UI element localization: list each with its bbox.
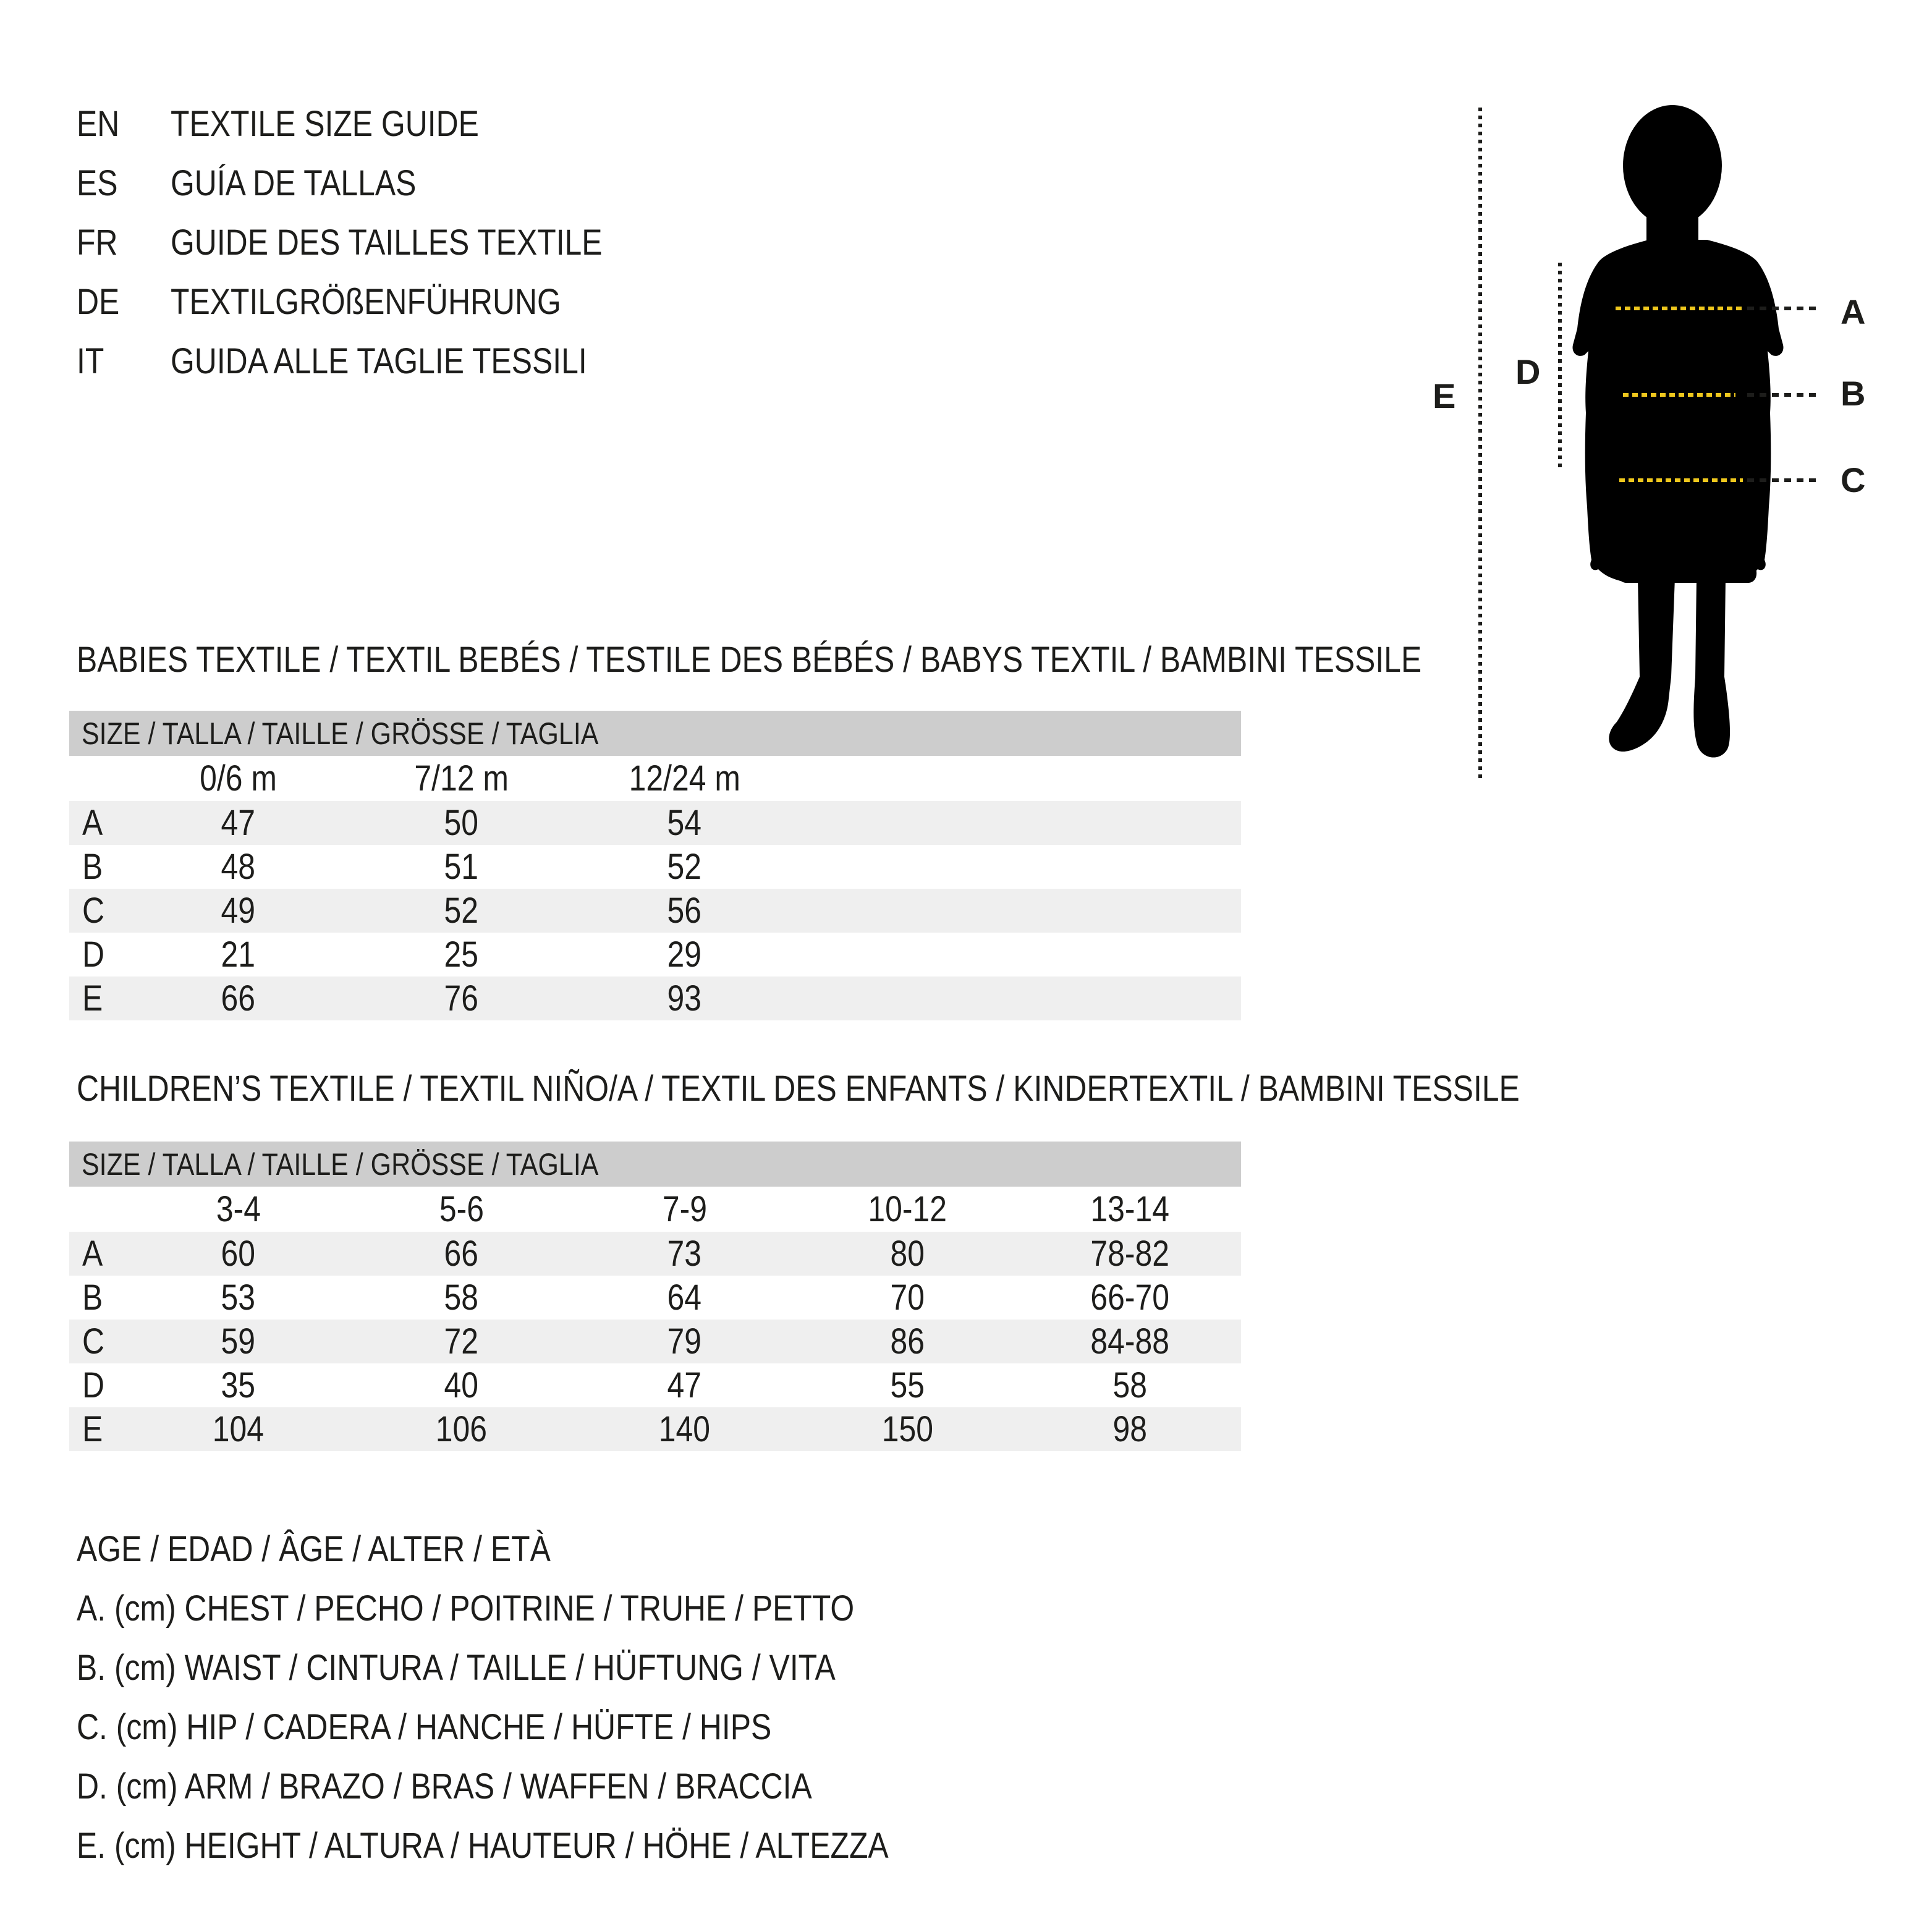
guide-title-en: TEXTILE SIZE GUIDE [171,103,479,144]
hip-dash-yellow-C [1619,478,1743,482]
table-row: D 35 40 47 55 58 [82,1365,1148,1405]
language-code-en: EN [77,103,120,144]
legend-arm-line: D. (cm) ARM / BRAZO / BRAS / WAFFEN / BRACCIA [77,1766,812,1807]
babies-section-heading: BABIES TEXTILE / TEXTIL BEBÉS / TESTILE DES BÉBÉS / BABYS TEXTIL / BAMBINI TESSILE [77,640,1422,680]
children-size-table [69,1142,1241,1451]
children-col-3-4: 3-4 [216,1189,261,1229]
babies-column-header-row [69,756,1241,801]
babies-size-header-bar: SIZE / TALLA / TAILLE / GRÖSSE / TAGLIA [69,711,1241,756]
children-section-heading: CHILDREN’S TEXTILE / TEXTIL NIÑO/A / TEXTIL DES ENFANTS / KINDERTEXTIL / BAMBINI TESSILE [77,1069,1520,1109]
measure-label-C: C [1841,460,1866,499]
language-row-de [77,272,672,331]
language-row-en [77,94,672,153]
chest-dash-yellow-A [1616,307,1742,310]
table-row: A 60 66 73 80 78-82 [69,1232,1241,1276]
waist-dash-black-B [1747,393,1820,397]
table-row: E 66 76 93 [69,977,1241,1020]
table-row: D 21 25 29 [82,934,702,975]
legend-hip-line: C. (cm) HIP / CADERA / HANCHE / HÜFTE / HIPS [77,1706,772,1747]
children-col-10-12: 10-12 [868,1189,947,1229]
chest-dash-black-A [1747,307,1820,310]
measure-label-E: E [1433,376,1456,415]
measurement-legend [77,1519,1021,1875]
legend-waist-line: B. (cm) WAIST / CINTURA / TAILLE / HÜFTUNG / VITA [77,1647,836,1688]
children-col-7-9: 7-9 [662,1189,707,1229]
children-size-header-bar: SIZE / TALLA / TAILLE / GRÖSSE / TAGLIA [69,1142,1241,1187]
language-code-fr: FR [77,222,118,263]
measure-label-A: A [1841,292,1866,331]
guide-title-es: GUÍA DE TALLAS [171,163,417,203]
babies-col-12-24m: 12/24 m [629,758,740,799]
table-row: B 48 51 52 [82,847,702,887]
children-column-header-row [69,1187,1241,1232]
guide-title-de: TEXTILGRÖßENFÜHRUNG [171,281,561,322]
babies-col-0-6m: 0/6 m [200,758,277,799]
measure-label-B: B [1841,374,1866,413]
language-row-it [77,331,672,391]
guide-title-it: GUIDA ALLE TAGLIE TESSILI [171,341,587,381]
language-row-es [77,153,672,213]
hip-dash-black-C [1747,478,1820,482]
guide-title-fr: GUIDE DES TAILLES TEXTILE [171,222,603,263]
language-code-de: DE [77,281,120,322]
language-code-es: ES [77,163,118,203]
babies-size-table [69,711,1241,1020]
table-row: B 53 58 64 70 66-70 [82,1277,1170,1318]
children-col-13-14: 13-14 [1090,1189,1170,1229]
language-title-list [77,94,672,391]
table-row: E 104 106 140 150 98 [69,1407,1241,1451]
legend-chest-line: A. (cm) CHEST / PECHO / POITRINE / TRUHE / PETTO [77,1588,855,1629]
table-row: C 49 52 56 [69,889,1241,933]
children-col-5-6: 5-6 [439,1189,484,1229]
babies-col-7-12m: 7/12 m [414,758,509,799]
table-row: C 59 72 79 86 84-88 [69,1320,1241,1363]
language-code-it: IT [77,341,104,381]
measure-label-D: D [1515,352,1541,391]
language-row-fr [77,213,672,272]
legend-height-line: E. (cm) HEIGHT / ALTURA / HAUTEUR / HÖHE / ALTEZZA [77,1825,889,1866]
waist-dash-yellow-B [1623,393,1735,397]
height-measure-dotted-line-E [1478,108,1482,782]
table-row: A 47 50 54 [69,801,1241,845]
legend-age-line: AGE / EDAD / ÂGE / ALTER / ETÀ [77,1528,551,1569]
child-silhouette [1545,99,1829,766]
